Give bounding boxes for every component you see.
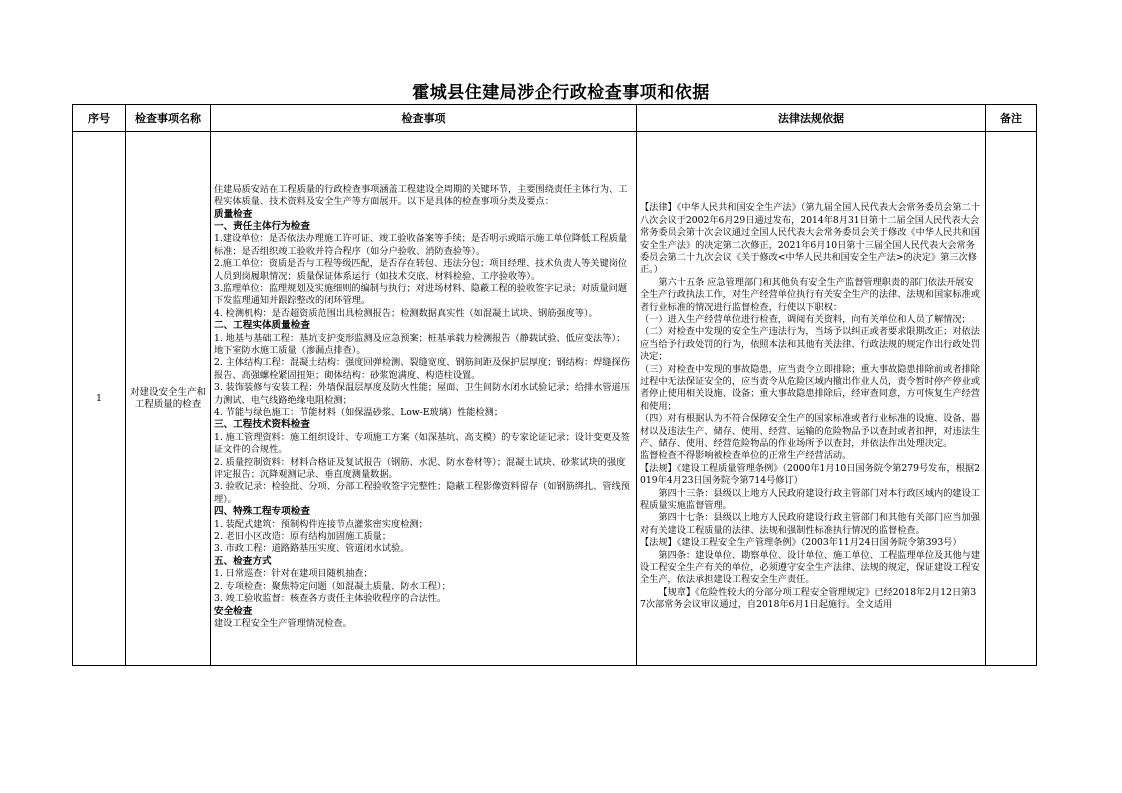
header-index: 序号 [73,105,126,132]
law-paragraph: 第四条：建设单位、勘察单位、设计单位、施工单位、工程监理单位及其他与建设工程安全生产有关的单位，必须遵守安全生产法律、法规的规定，保证建设工程安全生产，依法承担建设工程安全生产责任。 [640,549,980,586]
content-heading: 一、责任主体行为检查 [214,220,310,232]
content-paragraph: 3. 装饰装修与安装工程：外墙保温层厚度及防火性能；屋面、卫生间防水闭水试验记录；给排水管道压力测试、电气线路绝缘电阻检测； [214,382,630,406]
row-index-cell: 1 [73,132,126,666]
header-item-name: 检查事项名称 [126,105,211,132]
law-paragraph: 【法规】《建设工程质量管理条例》（2000年1月10日国务院令第279号发布，根据2019年4月23日国务院令第714号修订） [640,462,980,487]
row-content-cell [211,132,637,666]
legal-basis-text-block [637,185,985,611]
content-paragraph: 1. 施工管理资料：施工组织设计、专项施工方案（如深基坑、高支模）的专家论证记录；设计变更及签证文件的合规性。 [214,431,630,456]
law-paragraph: 第六十五条 应急管理部门和其他负有安全生产监督管理职责的部门依法开展安全生产行政执法工作，对生产经营单位执行有关安全生产的法律、法规和国家标准或者行业标准的情况进行监督检查，行使以下职权： [640,276,980,313]
law-paragraph: （四）对有根据认为不符合保障安全生产的国家标准或者行业标准的设施、设备、器材以及违法生产、储存、使用、经营、运输的危险物品予以查封或者扣押，对违法生产、储存、使用、经营危险物品的作业场所予以查封，并依法作出处理决定。 [640,413,980,450]
inspection-table [72,104,1037,666]
content-paragraph: 3. 市政工程：道路路基压实度、管道闭水试验。 [214,543,410,555]
law-paragraph: （二）对检查中发现的安全生产违法行为，当场予以纠正或者要求限期改正；对依法应当给予行政处罚的行为，依照本法和其他有关法律、行政法规的规定作出行政处罚决定； [640,326,980,363]
content-paragraph: 2. 主体结构工程：混凝土结构：强度回弹检测、裂缝宽度、钢筋间距及保护层厚度；钢结构：焊缝探伤报告、高强螺栓紧固扭矩；砌体结构：砂浆饱满度、构造柱设置。 [214,357,630,381]
content-paragraph: 1. 装配式建筑：预制构件连接节点灌浆密实度检测； [214,518,428,530]
content-paragraph: 2. 老旧小区改造：原有结构加固施工质量； [214,531,392,543]
content-heading: 五、检查方式 [214,555,272,567]
content-paragraph: 2. 质量控制资料：材料合格证及复试报告（钢筋、水泥、防水卷材等）；混凝土试块、砂浆试块的强度评定报告；沉降观测记录、垂直度测量数据。 [214,456,626,481]
document-title: 霍城县住建局涉企行政检查事项和依据 [412,83,710,103]
law-paragraph: （一）进入生产经营单位进行检查，调阅有关资料，向有关单位和人员了解情况； [640,313,971,325]
content-heading: 四、特殊工程专项检查 [214,506,310,518]
content-heading: 二、工程实体质量检查 [214,320,310,332]
law-paragraph: （三）对检查中发现的事故隐患，应当责令立即排除；重大事故隐患排除前或者排除过程中无法保证安全的，应当责令从危险区域内撤出作业人员，责令暂时停产停业或者停止使用相关设施、设备；重大事故隐患排除后，经审查同意，方可恢复生产经营和使用； [640,363,980,412]
content-heading: 质量检查 [214,208,253,220]
header-legal-basis: 法律法规依据 [637,105,986,132]
law-paragraph: 第四十七条：县级以上地方人民政府建设行政主管部门和其他有关部门应当加强对有关建设工程质量的法律、法规和强制性标准执行情况的监督检查。 [640,512,980,536]
content-paragraph: 4. 节能与绿色施工：节能材料（如保温砂浆、Low-E玻璃）性能检测； [214,407,504,418]
row-legal-basis-cell [637,132,986,666]
content-paragraph: 4. 检测机构：是否超资质范围出具检测报告；检测数据真实性（如混凝土试块、钢筋强度等）。 [214,307,598,319]
content-paragraph: 1.建设单位：是否依法办理施工许可证、竣工验收备案等手续；是否明示或暗示施工单位降低工程质量标准；是否组织竣工验收并符合程序（如分户验收、消防查验等）。 [214,233,628,257]
law-paragraph: 【规章】《危险性较大的分部分项工程安全管理规定》已经2018年2月12日第37次部常务会议审议通过，自2018年6月1日起施行。全文适用 [640,586,977,611]
law-paragraph: 【法律】《中华人民共和国安全生产法》（第九届全国人民代表大会常务委员会第二十八次会议于2002年6月29日通过发布，2014年8月31日第十二届全国人民代表大会常务委员会第十次会议通过全国人民代表大会常务委员会关于修改《中华人民共和国安全生产法》的决定第二次修正，2021年6月10日第十三届全国人民代表大会常务委员会第二十九次会议《关于修改<中华人民共和国安全生产法>的决定》第三次修正。） [640,202,980,276]
header-remarks: 备注 [986,105,1037,132]
content-paragraph: 3.监理单位：监理规划及实施细则的编制与执行；对进场材料、隐蔽工程的验收签字记录；对质量问题下发监理通知并跟踪整改的闭环管理。 [214,282,628,307]
law-paragraph: 监督检查不得影响被检查单位的正常生产经营活动。 [640,450,852,462]
row-remarks-cell [986,132,1037,666]
content-text-block [211,167,636,631]
content-paragraph: 1. 地基与基础工程：基坑支护变形监测及应急预案；桩基承载力检测报告（静载试验、低应变法等）；地下室防水施工质量（渗漏点排查）。 [214,332,626,356]
content-heading: 三、工程技术资料检查 [214,419,310,431]
content-paragraph: 建设工程安全生产管理情况检查。 [214,617,352,629]
table-row [73,132,1037,666]
law-paragraph: 【法规】《建设工程安全生产管理条例》（2003年11月24日国务院令第393号） [640,537,962,549]
content-paragraph: 2. 专项检查：聚焦特定问题（如混凝土质量、防水工程）； [214,580,451,592]
header-item-content: 检查事项 [211,105,637,132]
row-item-name-cell: 对建设安全生产和工程质量的检查 [126,132,211,666]
content-heading: 安全检查 [214,605,253,617]
content-paragraph: 3. 竣工验收监督：核查各方责任主体验收程序的合法性。 [214,593,447,605]
content-paragraph: 2.施工单位：资质是否与工程等级匹配，是否存在转包、违法分包；项目经理、技术负责人等关键岗位人员到岗履职情况；质量保证体系运行（如技术交底、材料检验、工序验收等）。 [214,258,628,282]
content-paragraph: 住建局质安站在工程质量的行政检查事项涵盖工程建设全周期的关键环节，主要围绕责任主体行为、工程实体质量、技术资料及安全生产等方面展开。以下是具体的检查事项分类及要点： [214,183,628,208]
law-paragraph: 第四十三条：县级以上地方人民政府建设行政主管部门对本行政区域内的建设工程质量实施监督管理。 [640,487,980,512]
content-paragraph: 1. 日常巡查：针对在建项目随机抽查； [214,568,373,580]
header-row [73,105,1037,132]
content-paragraph: 3. 验收记录：检验批、分项、分部工程验收签字完整性；隐蔽工程影像资料留存（如钢筋绑扎、管线预埋）。 [214,481,630,505]
